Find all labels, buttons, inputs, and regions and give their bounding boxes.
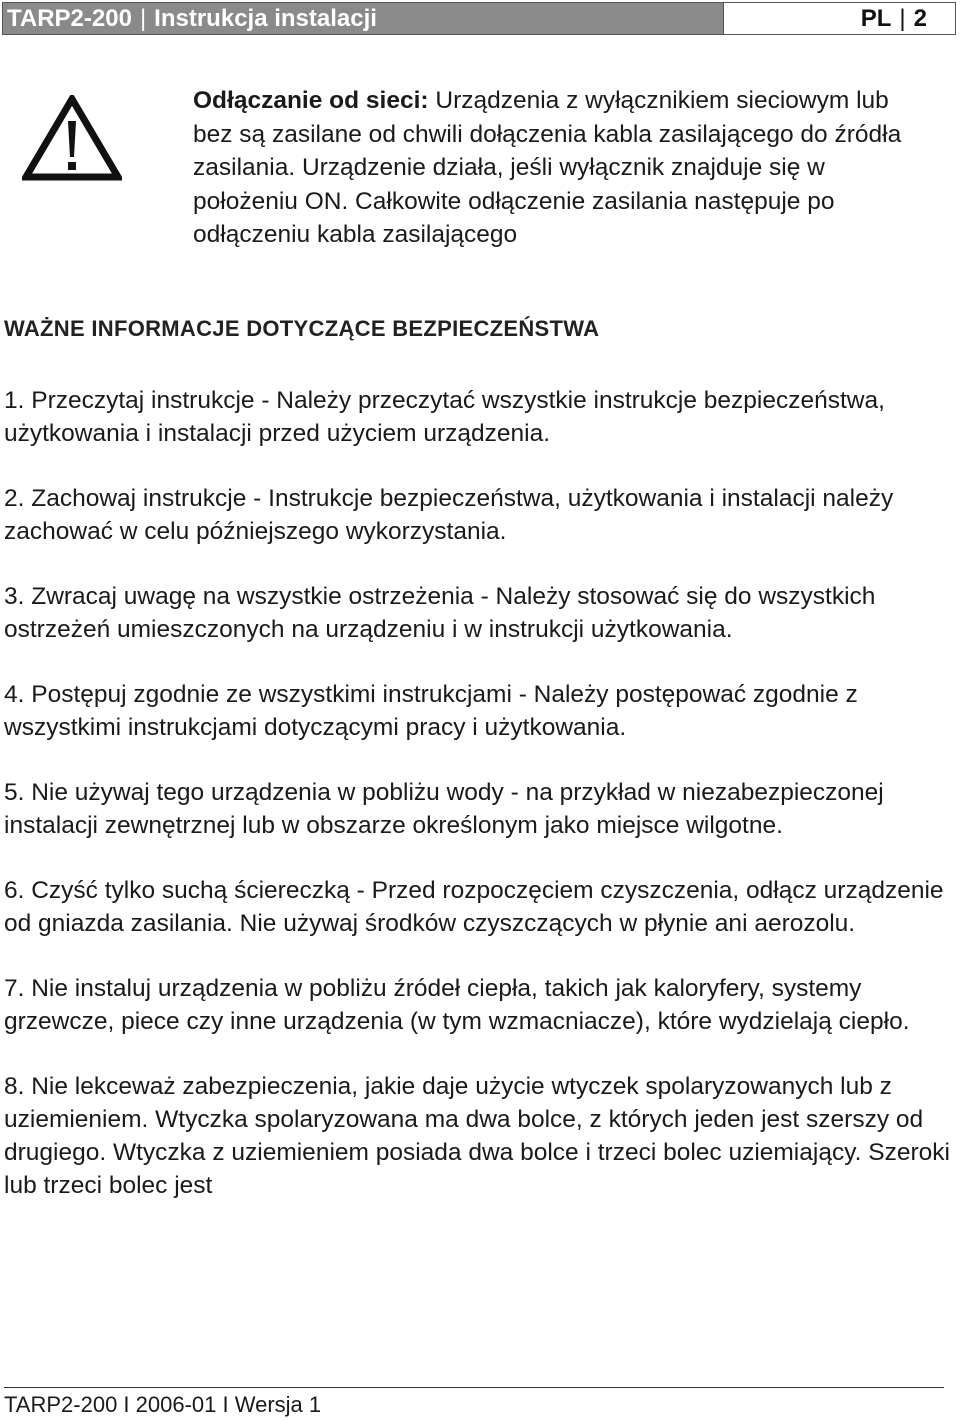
warning-label: Odłączanie od sieci: bbox=[193, 87, 429, 114]
doc-title: TARP2-200 bbox=[7, 5, 132, 32]
page-header bbox=[2, 2, 956, 35]
list-item: 5. Nie używaj tego urządzenia w pobliżu wody - na przykład w niezabezpieczonej instalacji zewnętrznej lub w obszarze określonym jako miejsce wilgotne. bbox=[4, 779, 884, 839]
disconnect-warning bbox=[193, 84, 933, 252]
list-item: 1. Przeczytaj instrukcje - Należy przeczytać wszystkie instrukcje bezpieczeństwa, użytkowania i instalacji przed użyciem urządzenia. bbox=[4, 387, 885, 447]
page-number: 2 bbox=[913, 5, 927, 32]
warning-triangle-icon bbox=[22, 95, 122, 181]
language-code: PL bbox=[860, 5, 892, 32]
warning-text: Urządzenia z wyłącznikiem sieciowym lub bez są zasilane od chwili dołączenia kabla zasilającego do źródła zasilania. Urządzenie działa, jeśli wyłącznik znajduje się w położeniu ON. Całkowite odłączenie zasilania następuje po odłączeniu kabla zasilającego bbox=[193, 87, 902, 248]
list-item: 2. Zachowaj instrukcje - Instrukcje bezpieczeństwa, użytkowania i instalacji należy zachować w celu późniejszego wykorzystania. bbox=[4, 485, 894, 545]
page-footer: TARP2-200 I 2006-01 I Wersja 1 bbox=[4, 1392, 322, 1417]
list-item: 7. Nie instaluj urządzenia w pobliżu źródeł ciepła, takich jak kaloryfery, systemy grzewcze, piece czy inne urządzenia (w tym wzmacniacze), które wydzielają ciepło. bbox=[4, 975, 910, 1035]
safety-heading: WAŻNE INFORMACJE DOTYCZĄCE BEZPIECZEŃSTWA bbox=[4, 316, 600, 341]
header-title-box: TARP2-200 | Instrukcja instalacji bbox=[2, 2, 724, 35]
safety-instructions-list bbox=[4, 384, 954, 1234]
list-item: 3. Zwracaj uwagę na wszystkie ostrzeżenia - Należy stosować się do wszystkich ostrzeżeń umieszczonych na urządzeniu i w instrukcji użytkowania. bbox=[4, 583, 876, 643]
list-item: 4. Postępuj zgodnie ze wszystkimi instrukcjami - Należy postępować zgodnie z wszystkimi instrukcjami dotyczącymi pracy i użytkowania. bbox=[4, 681, 858, 741]
header-page-box: PL | 2 bbox=[724, 2, 956, 35]
list-item: 6. Czyść tylko suchą ściereczką - Przed rozpoczęciem czyszczenia, odłącz urządzenie od gniazda zasilania. Nie używaj środków czyszczących w płynie ani aerozolu. bbox=[4, 877, 944, 937]
footer-divider bbox=[4, 1387, 944, 1388]
list-item: 8. Nie lekceważ zabezpieczenia, jakie daje użycie wtyczek spolaryzowanych lub z uziemieniem. Wtyczka spolaryzowana ma dwa bolce, z których jeden jest szerszy od drugiego. Wtyczka z uziemieniem posiada dwa bolce i trzeci bolec uziemiający. Szeroki lub trzeci bolec jest bbox=[4, 1073, 950, 1199]
doc-subtitle: Instrukcja instalacji bbox=[154, 5, 377, 32]
